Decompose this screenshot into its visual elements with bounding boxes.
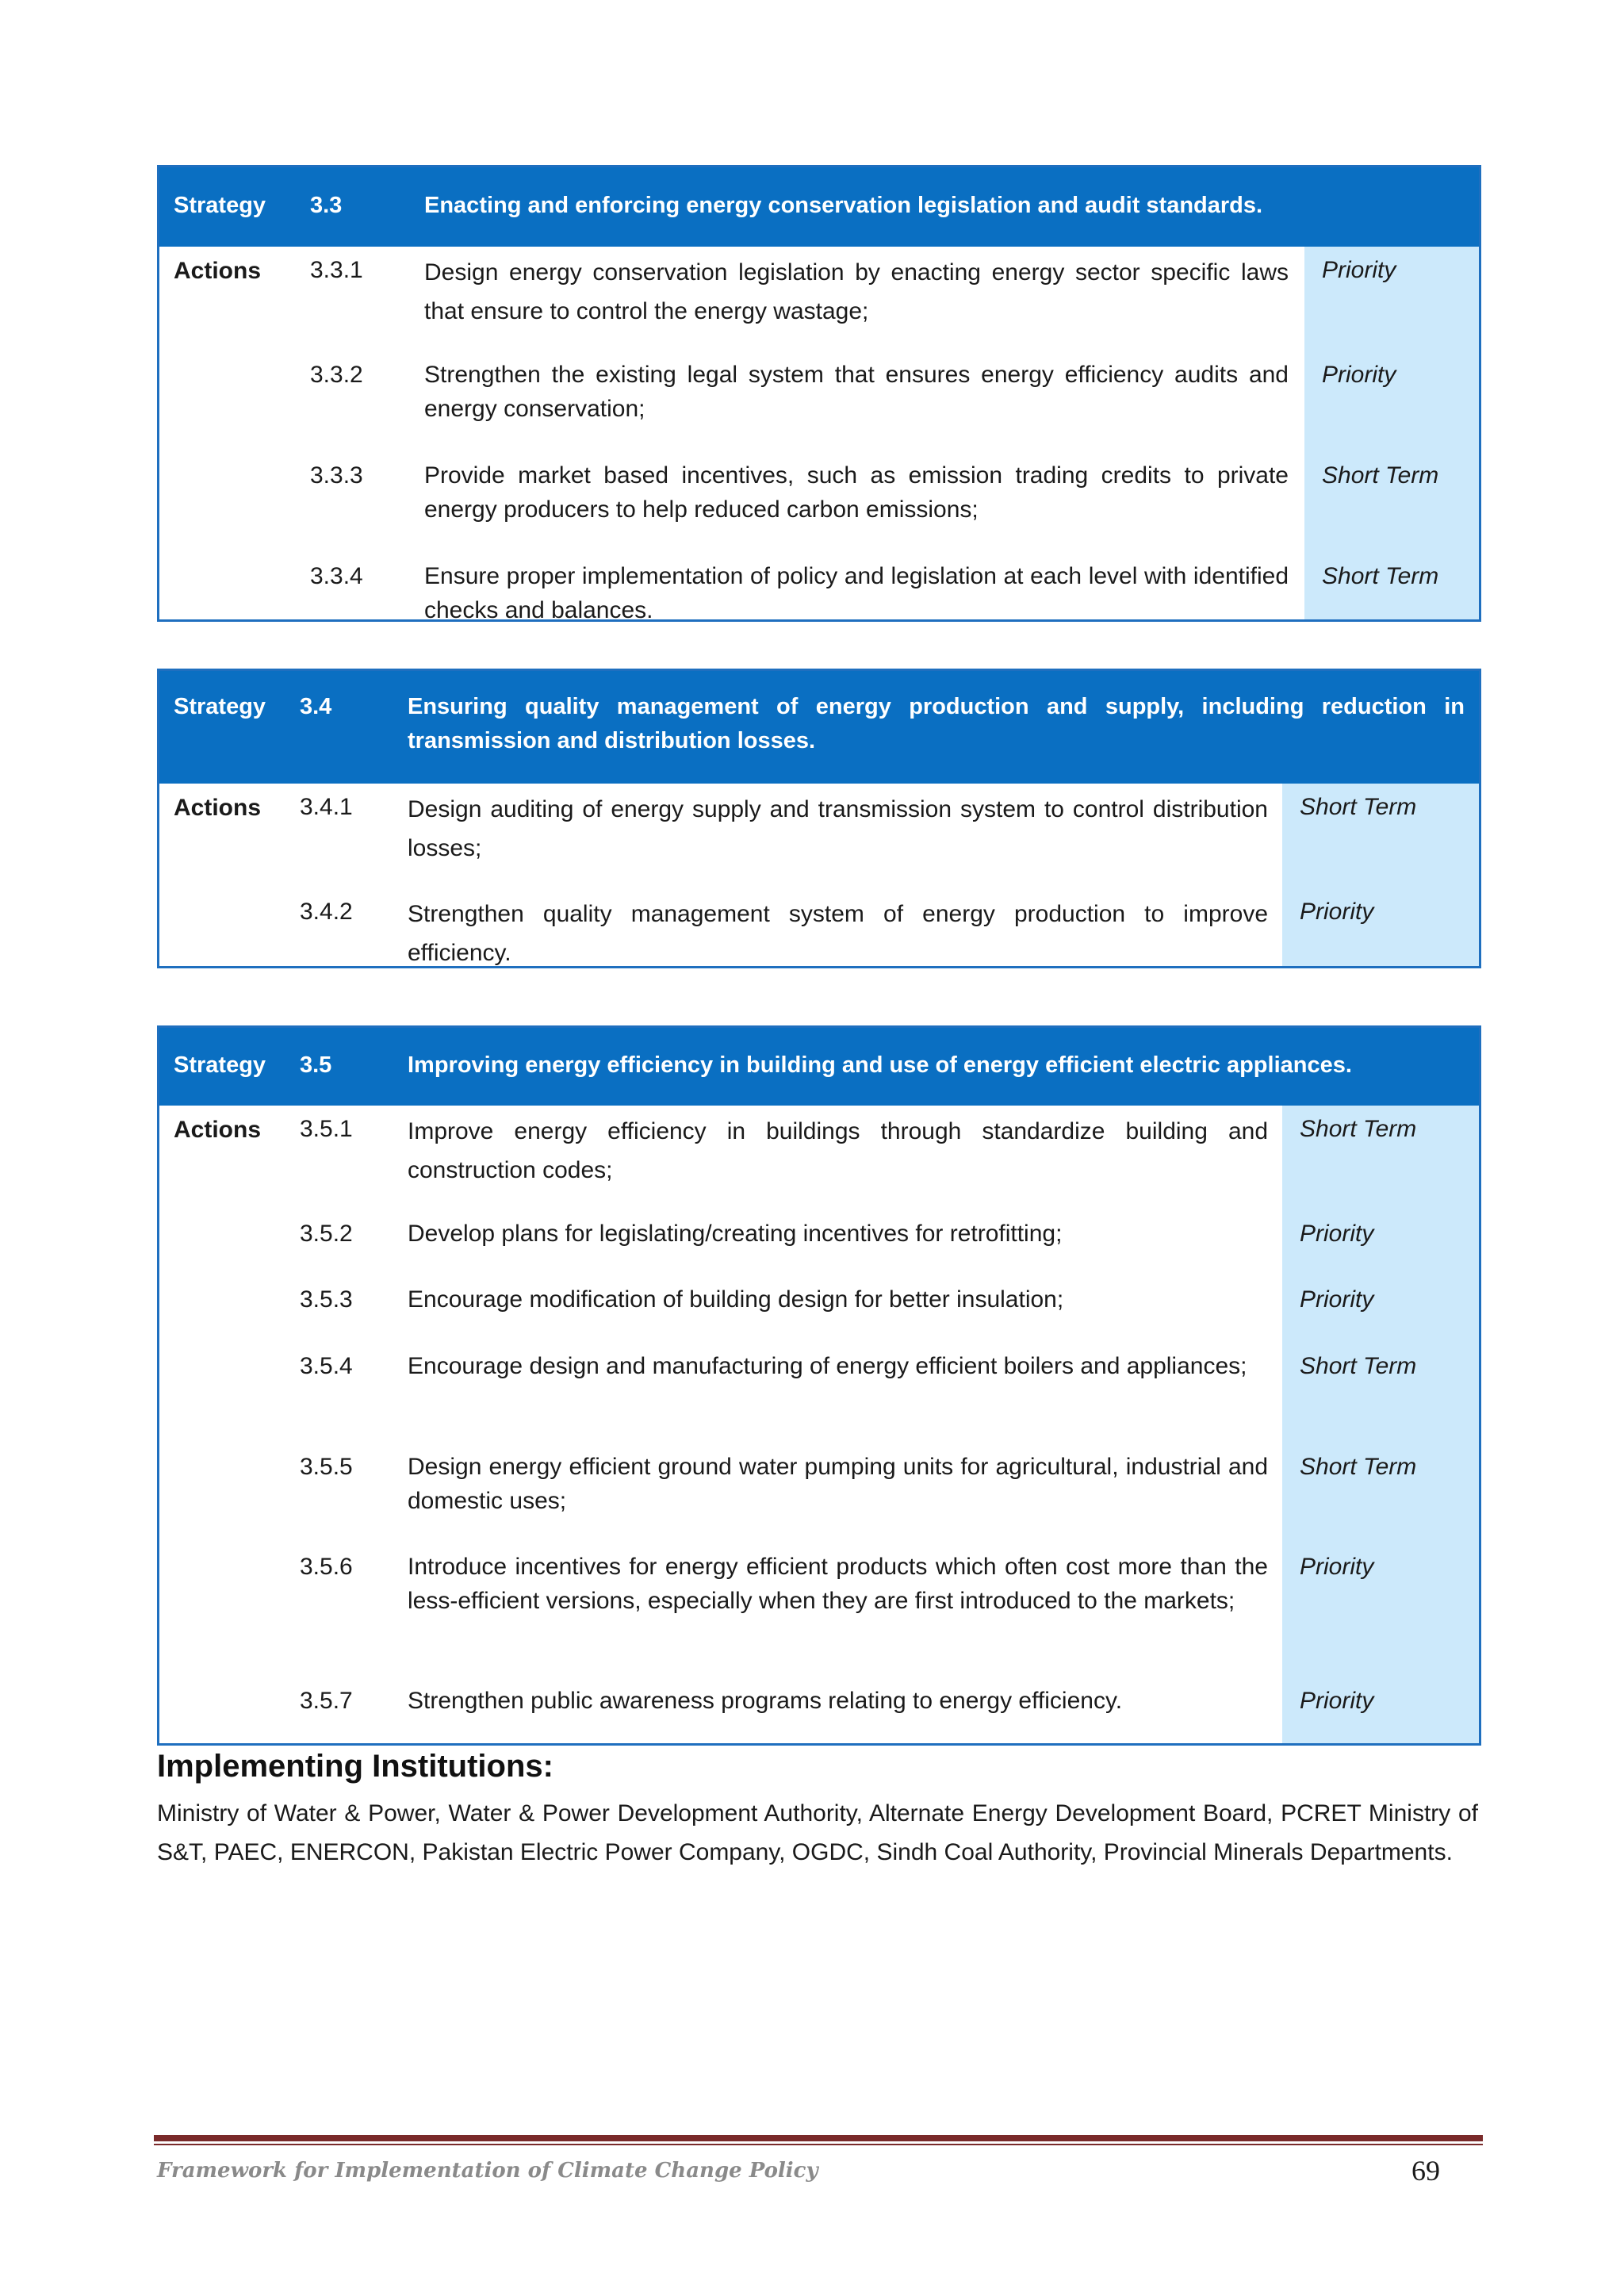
action-term: Priority bbox=[1300, 1221, 1374, 1247]
action-term: Short Term bbox=[1300, 794, 1417, 820]
action-number: 3.3.1 bbox=[310, 257, 363, 283]
strategy-number: 3.3 bbox=[310, 193, 343, 218]
action-number: 3.5.4 bbox=[300, 1353, 353, 1379]
strategy-title: Improving energy efficiency in building and use of energy efficient electric appliances. bbox=[408, 1052, 1352, 1078]
actions-section bbox=[159, 1106, 1479, 1743]
action-text: Encourage modification of building design for better insulation; bbox=[408, 1286, 1064, 1313]
action-text: Develop plans for legislating/creating incentives for retrofitting; bbox=[408, 1221, 1063, 1247]
action-term: Priority bbox=[1300, 899, 1374, 925]
footer-document-title: Framework for Implementation of Climate Change Policy bbox=[157, 2159, 818, 2183]
strategy-label: Strategy bbox=[174, 193, 266, 218]
action-text: Ensure proper implementation of policy and legislation at each level with identified checks and balances. bbox=[424, 563, 1289, 623]
strategy-title: Enacting and enforcing energy conservation legislation and audit standards. bbox=[424, 193, 1263, 218]
action-number: 3.3.4 bbox=[310, 563, 363, 589]
action-number: 3.5.6 bbox=[300, 1554, 353, 1580]
action-term: Priority bbox=[1300, 1688, 1374, 1714]
strategy-header bbox=[159, 167, 1479, 247]
action-term: Priority bbox=[1322, 257, 1396, 283]
action-term: Priority bbox=[1322, 362, 1396, 388]
action-term: Priority bbox=[1300, 1554, 1374, 1580]
actions-section bbox=[159, 784, 1479, 966]
action-term: Short Term bbox=[1300, 1454, 1417, 1480]
action-number: 3.5.7 bbox=[300, 1688, 353, 1714]
action-term: Short Term bbox=[1322, 563, 1439, 589]
strategy-number: 3.4 bbox=[300, 694, 332, 719]
action-text: Strengthen public awareness programs relating to energy efficiency. bbox=[408, 1688, 1123, 1714]
implementing-institutions-heading: Implementing Institutions: bbox=[157, 1749, 553, 1784]
action-number: 3.5.2 bbox=[300, 1221, 353, 1247]
strategy-title: Ensuring quality management of energy production and supply, including reduction in transmission and distribution losses. bbox=[408, 694, 1465, 753]
action-number: 3.5.3 bbox=[300, 1286, 353, 1313]
strategy-label: Strategy bbox=[174, 1052, 266, 1078]
priority-column bbox=[1282, 1106, 1479, 1743]
action-text: Provide market based incentives, such as emission trading credits to private energy producers to help reduced carbon emissions; bbox=[424, 462, 1289, 523]
footer-divider-thin bbox=[154, 2144, 1483, 2145]
strategy-label: Strategy bbox=[174, 694, 266, 719]
action-number: 3.5.5 bbox=[300, 1454, 353, 1480]
actions-label: Actions bbox=[174, 795, 262, 821]
actions-section bbox=[159, 247, 1479, 623]
strategy-header bbox=[159, 1028, 1479, 1106]
action-number: 3.4.1 bbox=[300, 794, 353, 820]
actions-label: Actions bbox=[174, 1117, 262, 1143]
page-number: 69 bbox=[1411, 2155, 1440, 2187]
action-number: 3.3.3 bbox=[310, 462, 363, 489]
action-text: Design auditing of energy supply and transmission system to control distribution losses; bbox=[408, 796, 1268, 861]
action-text: Strengthen the existing legal system that ensures energy efficiency audits and energy conservation; bbox=[424, 362, 1289, 422]
action-term: Short Term bbox=[1300, 1116, 1417, 1142]
strategy-3-3-table bbox=[157, 165, 1481, 622]
strategy-number: 3.5 bbox=[300, 1052, 332, 1078]
strategy-3-5-table bbox=[157, 1025, 1481, 1746]
strategy-3-4-table bbox=[157, 669, 1481, 968]
action-number: 3.5.1 bbox=[300, 1116, 353, 1142]
action-term: Short Term bbox=[1322, 462, 1439, 489]
implementing-institutions-text: Ministry of Water & Power, Water & Power Development Authority, Alternate Energy Development Board, PCRET Ministry of S&T, PAEC, ENERCON, Pakistan Electric Power Company, OGDC, Sindh Coal Authority, Provincial Minerals Departments. bbox=[157, 1800, 1478, 1865]
action-text: Improve energy efficiency in buildings through standardize building and construction codes; bbox=[408, 1118, 1268, 1183]
action-term: Short Term bbox=[1300, 1353, 1417, 1379]
actions-label: Actions bbox=[174, 258, 262, 284]
footer-divider bbox=[154, 2135, 1483, 2141]
strategy-header bbox=[159, 671, 1479, 784]
action-text: Design energy conservation legislation by enacting energy sector specific laws that ensure to control the energy wastage; bbox=[424, 259, 1289, 324]
action-text: Strengthen quality management system of energy production to improve efficiency. bbox=[408, 901, 1268, 966]
action-text: Introduce incentives for energy efficient products which often cost more than the less-efficient versions, especially when they are first introduced to the markets; bbox=[408, 1554, 1268, 1614]
action-text: Encourage design and manufacturing of energy efficient boilers and appliances; bbox=[408, 1353, 1247, 1379]
action-number: 3.3.2 bbox=[310, 362, 363, 388]
action-term: Priority bbox=[1300, 1286, 1374, 1313]
action-text: Design energy efficient ground water pumping units for agricultural, industrial and domestic uses; bbox=[408, 1454, 1268, 1514]
action-number: 3.4.2 bbox=[300, 899, 353, 925]
